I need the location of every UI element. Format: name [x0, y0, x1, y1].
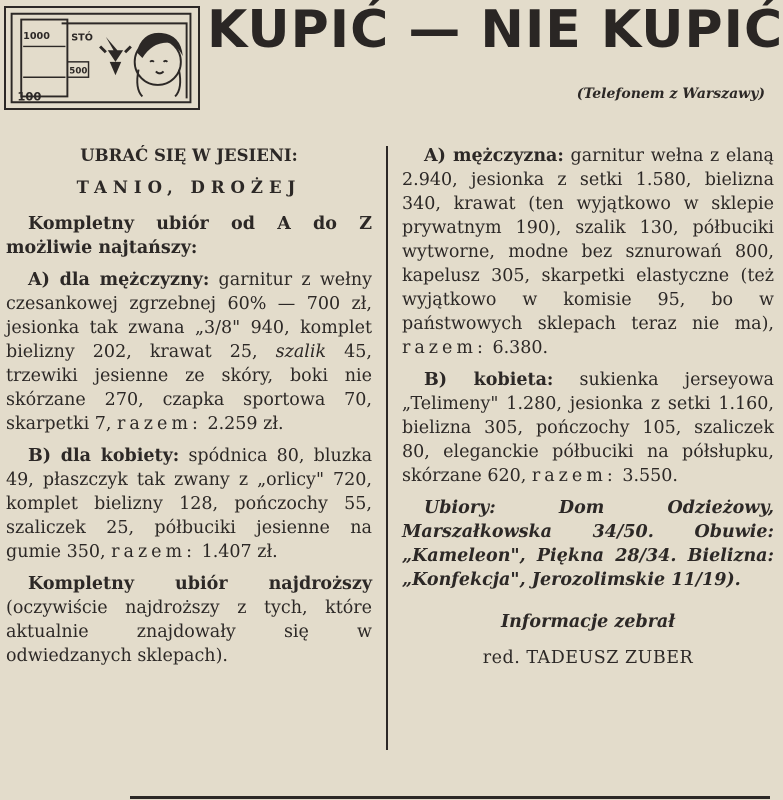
total-label-woman: razem: [531, 466, 617, 486]
text-women: spódnica 80, bluzka 49, płaszczyk tak zwany z „orlicy" 720, komplet bielizny 128, pończochy 55, szaliczek 25, półbuciki jesienne na gumie 350, [6, 446, 373, 562]
paragraph-women-expensive [402, 368, 774, 488]
total-label-women: razem: [111, 542, 197, 562]
note-mid-amount: 500 [69, 66, 88, 77]
label-women: B) dla kobiety: [28, 446, 180, 466]
label-man: A) mężczyzna: [424, 146, 564, 166]
credits [402, 610, 774, 670]
note-left-amount: STÓ [71, 32, 93, 44]
total-value-woman: 3.550. [616, 466, 678, 486]
bottom-rule [130, 796, 770, 799]
paragraph-men-expensive [402, 144, 774, 360]
dateline: (Telefonem z Warszawy) [576, 86, 765, 102]
text-expensive: (oczywiście najdroższy z tych, które aktualnie znajdowały się w odwiedzanych sklepach). [6, 598, 372, 666]
paragraph-expensive [6, 572, 372, 668]
note-top-amount: 1000 [23, 30, 50, 42]
label-woman: B) kobieta: [424, 370, 554, 390]
total-label-man: razem: [402, 338, 487, 358]
banknote-illustration [6, 8, 198, 108]
total-value-man: 6.380. [486, 338, 549, 358]
section-subtitle: TANIO, DROŻEJ [76, 178, 302, 197]
credit-line-2: red. TADEUSZ ZUBER [482, 648, 694, 668]
credit-line-1: Informacje zebrał [500, 612, 675, 632]
label-expensive: Kompletny ubiór najdroższy [28, 574, 372, 594]
paragraph-women-cheap [6, 444, 372, 564]
total-label-men: razem: [117, 414, 202, 434]
text-men-b: 45, trzewiki jesienne ze skóry, boki nie skórzane 270, czapka sportowa 70, skarpetki 7, [6, 342, 372, 434]
text-woman: sukienka jerseyowa „Telimeny" 1.280, jesionka z setki 1.160, bielizna 305, pończochy 105, szaliczek 80, eleganckie półbuciki na półsłupku, skórzane 620, [402, 370, 774, 486]
left-column [6, 144, 372, 676]
text-men-italic: szalik [275, 342, 327, 362]
banknote-logo [4, 6, 200, 110]
lead-paragraph: Kompletny ubiór od A do Z możliwie najtańszy: [6, 214, 372, 258]
right-column [402, 144, 774, 670]
headline: KUPIĆ — NIE KUPIĆ [207, 0, 783, 60]
paragraph-men-cheap [6, 268, 372, 436]
text-men-a: garnitur z wełny czesankowej zgrzebnej 60% — 700 zł, jesionka tak zwana „3/8" 940, komplet bielizny 202, krawat 25, [6, 270, 372, 362]
section-title: UBRAĆ SIĘ W JESIENI: [80, 146, 298, 165]
note-bottom-amount: 100 [17, 89, 42, 104]
label-men: A) dla mężczyzny: [28, 270, 210, 290]
total-value-men: 2.259 zł. [201, 414, 284, 434]
text-man: garnitur wełna z elaną 2.940, jesionka z setki 1.580, bielizna 340, krawat (ten wyjątkowo w sklepie prywatnym 190), szalik 130, półbuciki wytworne, modne bez sznurowań 800, kapelusz 305, skarpetki elastyczne (też wyjątkowo w komisie 95, bo w państwowych sklepach teraz nie ma), [402, 146, 774, 334]
sources-paragraph: Ubiory: Dom Odzieżowy, Marszałkowska 34/50. Obuwie: „Kameleon", Piękna 28/34. Bielizna: „Konfekcja", Jerozolimskie 11/19). [402, 498, 774, 590]
column-divider [386, 146, 388, 750]
total-value-women: 1.407 zł. [196, 542, 278, 562]
